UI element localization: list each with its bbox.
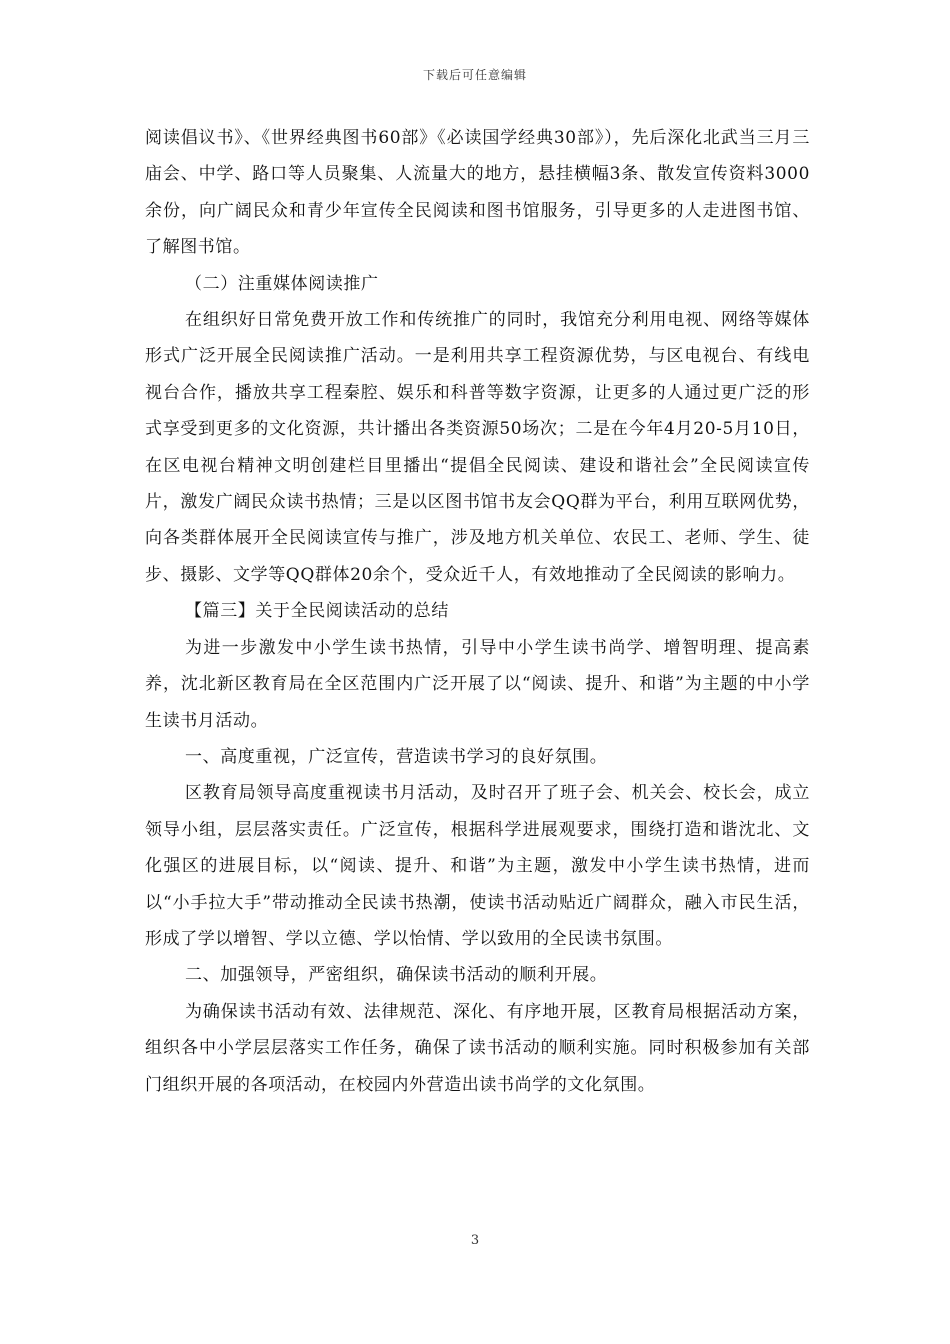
- section-heading-two: 二、加强领导，严密组织，确保读书活动的顺利开展。: [185, 965, 608, 986]
- page-number: 3: [470, 1233, 480, 1248]
- paragraph-section-two: 为确保读书活动有效、法律规范、深化、有序地开展，区教育局根据活动方案，组织各中小学层层落实工作任务，确保了读书活动的顺利实施。同时积极参加有关部门组织开展的各项活动，在校园内外营造出读书尚学的文化氛围。: [145, 1001, 810, 1095]
- page-header: 下载后可任意编辑: [422, 68, 527, 82]
- section-heading-media: （二）注重媒体阅读推广: [185, 273, 379, 294]
- paragraph-media-promotion: 在组织好日常免费开放工作和传统推广的同时，我馆充分利用电视、网络等媒体形式广泛开展全民阅读推广活动。一是利用共享工程资源优势，与区电视台、有线电视台合作，播放共享工程秦腔、娱乐和科普等数字资源，让更多的人通过更广泛的形式享受到更多的文化资源，共计播出各类资源50场次；二是在今年4月20-5月10日，在区电视台精神文明创建栏目里播出“提倡全民阅读、建设和谐社会”全民阅读宣传片，激发广阔民众读书热情；三是以区图书馆书友会QQ群为平台，利用互联网优势，向各类群体展开全民阅读宣传与推广，涉及地方机关单位、农民工、老师、学生、徒步、摄影、文学等QQ群体20余个，受众近千人，有效地推动了全民阅读的影响力。: [145, 310, 810, 585]
- paragraph-continuation: 阅读倡议书》、《世界经典图书60部》《必读国学经典30部》），先后深化北武当三月三庙会、中学、路口等人员聚集、人流量大的地方，悬挂横幅3条、散发宣传资料3000余份，向广阔民众和青少年宣传全民阅读和图书馆服务，引导更多的人走进图书馆、了解图书馆。: [145, 128, 810, 258]
- paragraph-section-one: 区教育局领导高度重视读书月活动，及时召开了班子会、机关会、校长会，成立领导小组，层层落实责任。广泛宣传，根据科学进展观要求，围绕打造和谐沈北、文化强区的进展目标，以“阅读、提升、和谐”为主题，激发中小学生读书热情，进而以“小手拉大手”带动推动全民读书热潮，使读书活动贴近广阔群众，融入市民生活，形成了学以增智、学以立德、学以怡情、学以致用的全民读书氛围。: [145, 783, 810, 949]
- chapter-heading-part-three: 【篇三】关于全民阅读活动的总结: [185, 601, 449, 622]
- section-heading-one: 一、高度重视，广泛宣传，营造读书学习的良好氛围。: [185, 746, 608, 767]
- paragraph-intro: 为进一步激发中小学生读书热情，引导中小学生读书尚学、增智明理、提高素养，沈北新区教育局在全区范围内广泛开展了以“阅读、提升、和谐”为主题的中小学生读书月活动。: [145, 637, 810, 731]
- document-body: [145, 120, 810, 1103]
